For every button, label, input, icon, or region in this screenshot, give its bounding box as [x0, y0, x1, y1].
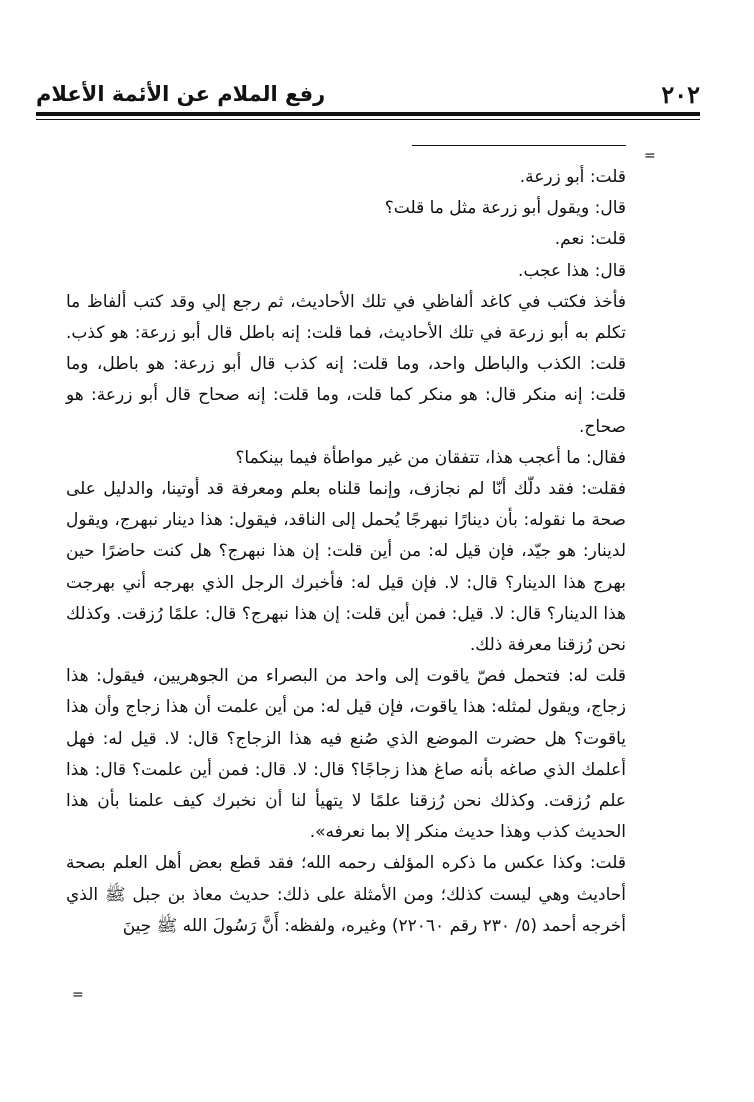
footnote-paragraph: قال: ويقول أبو زرعة مثل ما قلت؟ [384, 198, 626, 219]
footnote-separator [412, 145, 626, 146]
page-header [36, 78, 700, 112]
footnote-paragraph: فأخذ فكتب في كاغد ألفاظي في تلك الأحاديث، ثم رجع إلي وقد كتب ألفاظ ما تكلم به أبو زرعة في تلك الأحاديث، فما قلت: إنه باطل قال أبو زرعة: هو كذب. قلت: الكذب والباطل واحد، وما قلت: إنه كذب قال أبو زرعة: هو باطل، وما قلت: إنه منكر قال: هو منكر كما قلت، وما قلت: إنه صحاح قال أبو زرعة: هو صحاح. [66, 291, 626, 437]
running-title: رفع الملام عن الأئمة الأعلام [36, 82, 326, 106]
footnote-paragraph: فقلت: فقد دلّك أنّا لم نجازف، وإنما قلناه بعلم ومعرفة قد أوتينا، والدليل على صحة ما نقوله: بأن دينارًا نبهرجًا يُحمل إلى الناقد، فيقول: هذا دينار نبهرج، ويقول لدينار: هو جيّد، فإن قيل له: من أين قلت: إن هذا نبهرج؟ هل كنت حاضرًا حين بهرج هذا الدينار؟ قال: لا. فإن قيل له: فأخبرك الرجل الذي بهرجه أني بهرجت هذا الدينار؟ قال: لا. قيل: فمن أين قلت: إن هذا نبهرج؟ قال: علمًا رُزقت. وكذلك نحن رُزقنا معرفة ذلك. [66, 479, 626, 656]
footnote-paragraph: قال: هذا عجب. [517, 260, 626, 281]
footnote-paragraph: قلت: نعم. [554, 229, 626, 250]
footnote-text [66, 162, 626, 942]
footnote-paragraph: قلت: أبو زرعة. [519, 167, 626, 187]
continuation-mark-top: = [644, 148, 656, 164]
footnote-paragraph: قلت: وكذا عكس ما ذكره المؤلف رحمه الله؛ فقد قطع بعض أهل العلم بصحة أحاديث وهي ليست كذلك؛ ومن الأمثلة على ذلك: حديث معاذ بن جبل ﷺ الذي أخرجه أحمد (٥/ ٢٣٠ رقم ٢٢٠٦٠) وغيره، ولفظه: أَنَّ رَسُولَ الله ﷺ حِينَ [66, 853, 626, 936]
header-rule-thin [36, 119, 700, 120]
page-number: ٢٠٢ [661, 80, 700, 109]
header-rule-thick [36, 112, 700, 116]
continuation-mark-bottom: = [72, 987, 84, 1003]
footnote-paragraph: فقال: ما أعجب هذا، تتفقان من غير مواطأة فيما بينكما؟ [235, 447, 626, 468]
footnote-paragraph: قلت له: فتحمل فصّ ياقوت إلى واحد من البصراء من الجوهريين، فيقول: هذا زجاج، ويقول لمثله: هذا ياقوت، فإن قيل له: من أين علمت أن هذا زجاج وأن هذا ياقوت؟ هل حضرت الموضع الذي صُنع فيه هذا الزجاج؟ قال: لا. قيل له: فهل أعلمك الذي صاغه بأنه صاغ هذا زجاجًا؟ قال: لا. قال: فمن أين علمت؟ قال: هذا علم رُزقت. وكذلك نحن رُزقنا علمًا لا يتهيأ لنا أن نخبرك كيف علمنا بأن هذا الحديث كذب وهذا حديث منكر إلا بما نعرفه». [66, 666, 626, 843]
